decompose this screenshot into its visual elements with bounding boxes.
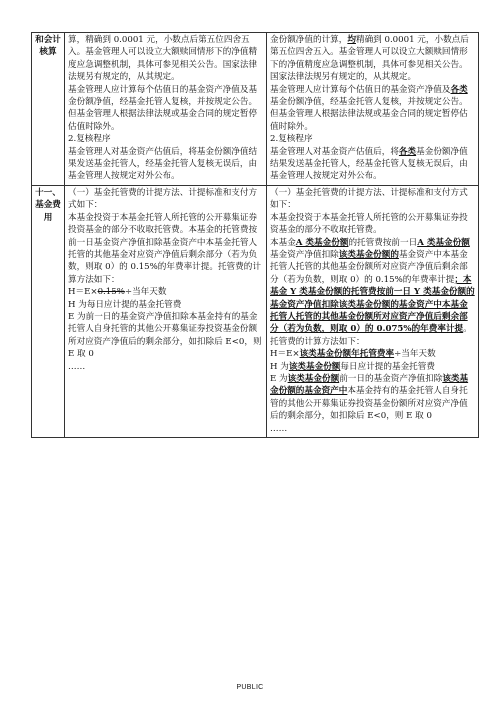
text-run: ÷当年天数 — [124, 287, 167, 298]
text-run: 的托管费按前一日 — [348, 237, 418, 248]
paragraph — [270, 84, 475, 134]
paragraph: 本基金投资于本基金托管人所托管的公开募集证券投资基金的部分不收取托管费。 — [270, 212, 468, 236]
text-run: 本基金持有的基金托管人自身托管的其他公开募集证券投资基金份额所对应资产净值后的剩余部分，如扣除后 E<0，则 E 取 0 — [270, 386, 468, 422]
text-run: 基金资产中本基金托管人托管的其他基金份额所对应资产净值后剩余部分（若为负数，则取 0）的 0.15%的年费率计提 — [270, 249, 468, 285]
revision-insert: 该类基金份额的 — [338, 249, 399, 260]
paragraph — [270, 361, 475, 373]
text-run: H＝E× — [68, 287, 98, 298]
ellipsis: …… — [270, 423, 288, 434]
paragraph: 基金管理人应计算每个估值日的基金资产净值及基金份额净值，经基金托管人复核，并按规定公告。但基金管理人根据法律法规或基金合同的规定暂停估值时除外。 — [68, 84, 258, 132]
text-run: 基金份额净值，经基金托管人复核，并按规定公告。但基金管理人根据法律法规或基金合同的规定暂停估值时除外。 — [270, 97, 468, 132]
text-run: 基金资产净值扣除 — [270, 249, 339, 260]
revision-insert: 该类基金份额 — [288, 361, 341, 372]
revised-text-cell — [267, 185, 479, 437]
revision-delete: 0.15% — [97, 287, 125, 298]
revision-insert: ；本基金 Y 类基金份额的托管费按前一日 Y 类基金份额的基金资产净值扣除该类基金份额的基金资产中本基金托管人托管的其他基金份额所对应资产净值后剩余部分（若为负数，则取 0）的 0.075%的年费率计提 — [270, 274, 475, 335]
paragraph: （一）基金托管费的计提方法、计提标准和支付方式如下： — [68, 187, 258, 211]
original-text-cell — [65, 33, 267, 186]
text-run: 基金份额净值结果发送基金托管人，经基金托管人复核无误后，由基金管理人按规定对外公布。 — [270, 146, 468, 182]
paragraph: H 为每日应计提的基金托管费 — [68, 299, 182, 310]
text-run: H 为 — [270, 361, 289, 372]
paragraph: （一）基金托管费的计提方法、计提标准和支付方式如下： — [270, 187, 468, 211]
paragraph — [270, 34, 475, 84]
revision-insert: 各类 — [450, 84, 468, 95]
revision-insert: 该类基金份额年托管费率 — [299, 349, 395, 360]
paragraph: 基金管理人对基金资产估值后，将基金份额净值结果发送基金托管人，经基金托管人复核无误后，由基金管理人按规定对外公布。 — [68, 146, 258, 182]
text-run: 基金管理人对基金资产估值后，将 — [270, 146, 399, 157]
paragraph: 2.复核程序 — [270, 134, 313, 145]
paragraph: E 为前一日的基金资产净值扣除本基金持有的基金托管人自身托管的其他公开募集证券投资基金份额所对应资产净值后的剩余部分，如扣除后 E<0，则 E 取 0 — [68, 311, 262, 360]
revision-insert: 该类基金份额的基金资产中 — [270, 373, 469, 397]
revision-insert: A 类基金份额 — [417, 237, 470, 248]
table-row — [32, 33, 479, 186]
text-run: 每日应计提的基金托管费 — [340, 361, 435, 372]
revision-insert: 该类基金份额 — [287, 373, 340, 384]
text-run: H＝E× — [270, 349, 300, 360]
paragraph — [270, 146, 475, 183]
text-run: 本基金 — [270, 237, 296, 248]
text-run: 金份额净值的计算， — [270, 35, 348, 45]
revision-insert: 均 — [347, 35, 356, 45]
paragraph: 2.复核程序 — [68, 134, 111, 145]
text-run: 基金管理人应计算每个估值日的基金资产净值及 — [270, 84, 451, 95]
paragraph — [270, 237, 475, 349]
text-run: 精确到 0.0001 元，小数点后第五位四舍五入。基金管理人可以设立大额赎回情形下的净值精度应急调整机制，具体可参见相关公告。国家法律法规另有规定的，从其规定。 — [270, 35, 469, 83]
revision-insert: 各类 — [398, 146, 417, 157]
paragraph: 本基金投资于本基金托管人所托管的公开募集证券投资基金的部分不收取托管费。本基金的托管费按前一日基金资产净值扣除基金资产中本基金托管人托管的其他基金对应资产净值后剩余部分（若为负数，则取 0）的 0.15%的年费率计提。托管费的计算方法如下： — [68, 212, 261, 285]
section-label: 和会计核算 — [32, 33, 65, 186]
paragraph — [270, 373, 475, 423]
paragraph: 算，精确到 0.0001 元，小数点后第五位四舍五入。基金管理人可以设立大额赎回情形下的净值精度应急调整机制，具体可参见相关公告。国家法律法规另有规定的，从其规定。 — [68, 35, 258, 83]
formula — [68, 286, 263, 298]
revised-text-cell — [267, 33, 479, 186]
page-footer: PUBLIC — [236, 684, 264, 691]
comparison-table — [31, 32, 479, 438]
table-row — [32, 185, 479, 437]
section-label: 十一、基金费用 — [32, 185, 65, 437]
text-run: ÷当年天数 — [394, 349, 436, 360]
formula — [270, 348, 475, 360]
original-text-cell — [65, 185, 267, 437]
ellipsis: …… — [68, 361, 86, 372]
text-run: E 为 — [270, 373, 288, 384]
text-run: 前一日的基金资产净值扣除 — [339, 373, 443, 384]
revision-insert: A 类基金份额 — [295, 237, 349, 248]
text-run: 。托管费的计算方法如下： — [270, 324, 472, 347]
